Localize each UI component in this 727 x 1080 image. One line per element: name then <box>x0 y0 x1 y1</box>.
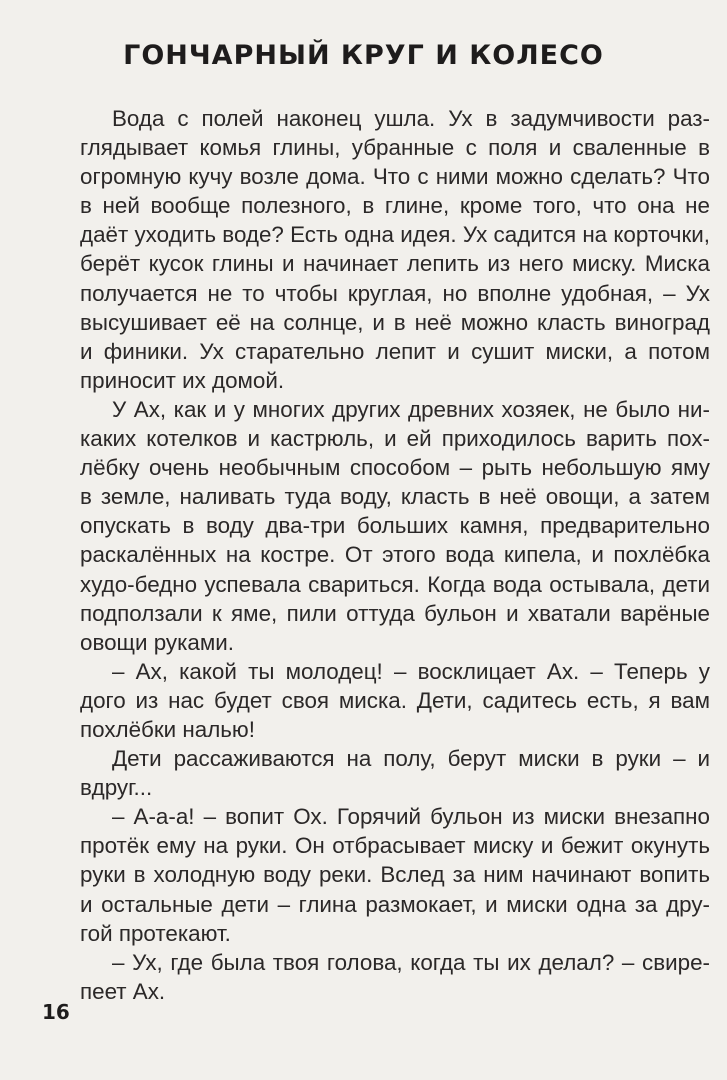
text-line: огромную кучу возле дома. Что с ними можно сделать? Что <box>80 164 710 190</box>
text-line: протёк ему на руки. Он отбрасывает миску и бежит окунуть <box>80 833 710 859</box>
text-line: и финики. Ух старательно лепит и сушит миски, а потом <box>80 338 710 364</box>
text-line: в земле, наливать туда воду, класть в неё овощи, а затем <box>80 484 710 510</box>
text-line: овощи руками. <box>80 629 234 655</box>
text-line: похлёбки налью! <box>80 716 255 742</box>
text-line: высушивает её на солнце, и в неё можно класть виноград <box>80 309 710 335</box>
text-line: худо-бедно успевала свариться. Когда вода остывала, дети <box>80 571 710 597</box>
text-line: – А-а-а! – вопит Ох. Горячий бульон из миски внезапно <box>112 804 710 830</box>
text-line: Дети рассаживаются на полу, берут миски в руки – и <box>112 746 710 772</box>
text-line: руки в холодную воду реки. Вслед за ним начинают вопить <box>80 862 710 888</box>
text-line: опускать в воду два-три больших камня, предварительно <box>80 513 710 539</box>
text-line: берёт кусок глины и начинает лепить из него миску. Миска <box>80 251 710 277</box>
text-line: дого из нас будет своя миска. Дети, садитесь есть, я вам <box>80 687 710 713</box>
text-line: в ней вообще полезного, в глине, кроме того, что она не <box>80 193 710 219</box>
text-line: раскалённых на костре. От этого вода кипела, и похлёбка <box>80 542 710 568</box>
text-line: приносит их домой. <box>80 367 285 393</box>
chapter-text <box>80 104 710 1006</box>
chapter-title: ГОНЧАРНЫЙ КРУГ И КОЛЕСО <box>123 40 604 71</box>
text-line: подползали к яме, пили оттуда бульон и хватали варёные <box>80 600 710 626</box>
page-number: 16 <box>42 1000 70 1024</box>
text-line: гой протекают. <box>80 920 231 946</box>
text-line: лёбку очень необычным способом – рыть небольшую яму <box>80 455 710 481</box>
text-line: вдруг... <box>80 775 153 801</box>
text-line: пеет Ах. <box>80 978 166 1004</box>
text-line: получается не то чтобы круглая, но вполне удобная, – Ух <box>80 280 710 306</box>
text-line: глядывает комья глины, убранные с поля и сваленные в <box>80 135 710 161</box>
text-line: каких котелков и кастрюль, и ей приходилось варить пох- <box>80 426 710 452</box>
text-line: Вода с полей наконец ушла. Ух в задумчивости раз- <box>112 106 710 131</box>
text-line: У Ах, как и у многих других древних хозяек, не было ни- <box>112 396 710 422</box>
text-line: и остальные дети – глина размокает, и миски одна за дру- <box>80 891 710 917</box>
text-line: – Ах, какой ты молодец! – восклицает Ах. – Теперь у <box>112 658 710 684</box>
text-line: – Ух, где была твоя голова, когда ты их делал? – свире- <box>112 949 710 975</box>
text-line: даёт уходить воде? Есть одна идея. Ух садится на корточки, <box>80 222 710 248</box>
